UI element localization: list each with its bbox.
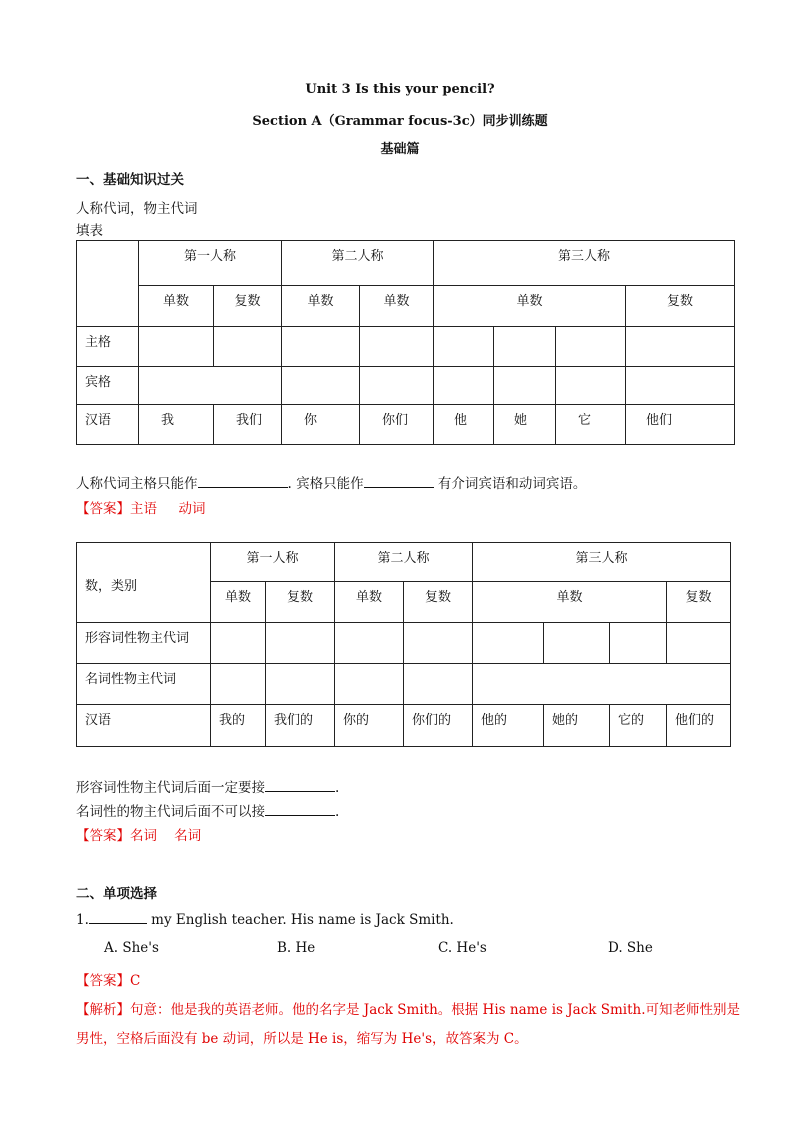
table2-singular: 单数 [335,582,404,623]
level-label: 基础篇 [380,142,420,157]
table2-cn: 她的 [544,705,610,747]
answer-blank[interactable] [198,475,288,488]
question-text: 名词性的物主代词后面不可以接 [76,804,265,820]
table2-cn: 我们的 [266,705,335,747]
answer-line-2 [76,824,201,844]
possessive-pronoun-table [76,542,731,747]
table2-cn: 我的 [211,705,266,747]
table2-header-second-person: 第二人称 [335,543,473,582]
table2-singular: 单数 [211,582,266,623]
table1-cell[interactable] [282,367,360,405]
table2-plural-third: 复数 [667,582,731,623]
table1-header-third-person: 第三人称 [434,241,735,286]
table1-cell[interactable] [626,327,735,367]
option-b[interactable]: B. He [277,940,316,956]
question-text: . [335,804,340,820]
table2-cell[interactable] [404,623,473,664]
choice-question-1 [76,911,454,928]
personal-pronoun-table [76,240,735,445]
question-text: 形容词性物主代词后面一定要接 [76,780,265,796]
table1-cell[interactable] [556,367,626,405]
part2-heading: 二、单项选择 [76,886,157,902]
table1-row-objective: 宾格 [77,367,139,405]
question-line-1 [76,472,586,492]
table2-cn: 你们的 [404,705,473,747]
table2-cell[interactable] [473,623,544,664]
table2-corner: 数，类别 [77,543,211,623]
table2-plural: 复数 [404,582,473,623]
table1-cell[interactable] [626,367,735,405]
option-d[interactable]: D. She [608,940,653,956]
table2-cell[interactable] [667,623,731,664]
table1-cn-wo: 我 [139,405,214,445]
table2-cell[interactable] [266,623,335,664]
answer-blank[interactable] [265,803,335,816]
document-subtitle: Section A（Grammar focus-3c）同步训练题 [252,114,548,129]
table1-plural: 复数 [214,286,282,327]
part1-heading: 一、基础知识过关 [76,172,184,188]
table2-cn: 它的 [610,705,667,747]
answer-blank[interactable] [265,779,335,792]
table2-cell[interactable] [211,623,266,664]
table1-corner [77,241,139,327]
table1-plural-third: 复数 [626,286,735,327]
table1-row-chinese: 汉语 [77,405,139,445]
table1-cell[interactable] [556,327,626,367]
table1-cell[interactable] [282,327,360,367]
table1-cn-nimen: 你们 [360,405,434,445]
table1-cn-ta-it: 它 [556,405,626,445]
table2-plural: 复数 [266,582,335,623]
table2-cell[interactable] [610,623,667,664]
table1-singular: 单数 [139,286,214,327]
table2-cell[interactable] [335,623,404,664]
answer-line-1 [76,497,205,517]
table1-cn-ta-he: 他 [434,405,494,445]
table1-cn-tamen: 他们 [626,405,735,445]
table2-cn: 他们的 [667,705,731,747]
question-text: . [335,780,340,796]
table2-cell[interactable] [335,664,404,705]
table1-cn-women: 我们 [214,405,282,445]
table2-row-adjective: 形容词性物主代词 [77,623,211,664]
table1-cn-ni: 你 [282,405,360,445]
table1-cell[interactable] [434,327,494,367]
answer-line-3: 【答案】C [76,973,141,989]
answer-label: 【答案】 [76,828,130,844]
table1-header-second-person: 第二人称 [282,241,434,286]
table2-row-chinese: 汉语 [77,705,211,747]
answer-blank[interactable] [364,475,434,488]
table2-cell[interactable] [473,664,731,705]
table1-singular: 单数 [282,286,360,327]
question-text: my English teacher. His name is Jack Smith. [146,912,454,928]
table1-cell[interactable] [494,367,556,405]
table2-header-first-person: 第一人称 [211,543,335,582]
table1-singular-third: 单数 [434,286,626,327]
question-text: 有介词宾语和动词宾语。 [433,476,587,492]
option-a[interactable]: A. She's [104,940,159,956]
question-line-2 [76,776,339,796]
analysis-line-1: 【解析】句意：他是我的英语老师。他的名字是 Jack Smith。根据 His name is Jack Smith.可知老师性别是 [76,1002,741,1018]
part1-intro: 人称代词，物主代词 [76,201,198,217]
table1-plural-2: 单数 [360,286,434,327]
question-text: 人称代词主格只能作 [76,476,198,492]
table2-cell[interactable] [544,623,610,664]
table2-cn: 你的 [335,705,404,747]
answer-label: 【答案】 [76,501,130,517]
table1-cell[interactable] [494,327,556,367]
question-text: . 宾格只能作 [287,476,364,492]
answer-blank[interactable] [89,911,147,924]
table2-cell[interactable] [211,664,266,705]
table2-header-third-person: 第三人称 [473,543,731,582]
table1-cell[interactable] [139,367,282,405]
table1-cell[interactable] [360,367,434,405]
table2-cn: 他的 [473,705,544,747]
table2-cell[interactable] [266,664,335,705]
option-c[interactable]: C. He's [438,940,487,956]
table1-row-nominative: 主格 [77,327,139,367]
table1-cell[interactable] [434,367,494,405]
table1-cell[interactable] [139,327,214,367]
document-title: Unit 3 Is this your pencil? [305,82,495,97]
table1-header-first-person: 第一人称 [139,241,282,286]
question-number: 1. [76,912,89,928]
answer-text: 主语 动词 [130,501,206,517]
table1-cell[interactable] [214,327,282,367]
question-line-3 [76,800,339,820]
fill-table-label: 填表 [76,223,103,239]
table2-cell[interactable] [404,664,473,705]
answer-text: 名词 名词 [130,828,202,844]
table2-singular-third: 单数 [473,582,667,623]
table1-cell[interactable] [360,327,434,367]
table2-row-noun: 名词性物主代词 [77,664,211,705]
table1-cn-ta-she: 她 [494,405,556,445]
analysis-line-2: 男性，空格后面没有 be 动词，所以是 He is，缩写为 He's，故答案为 C。 [76,1031,528,1047]
